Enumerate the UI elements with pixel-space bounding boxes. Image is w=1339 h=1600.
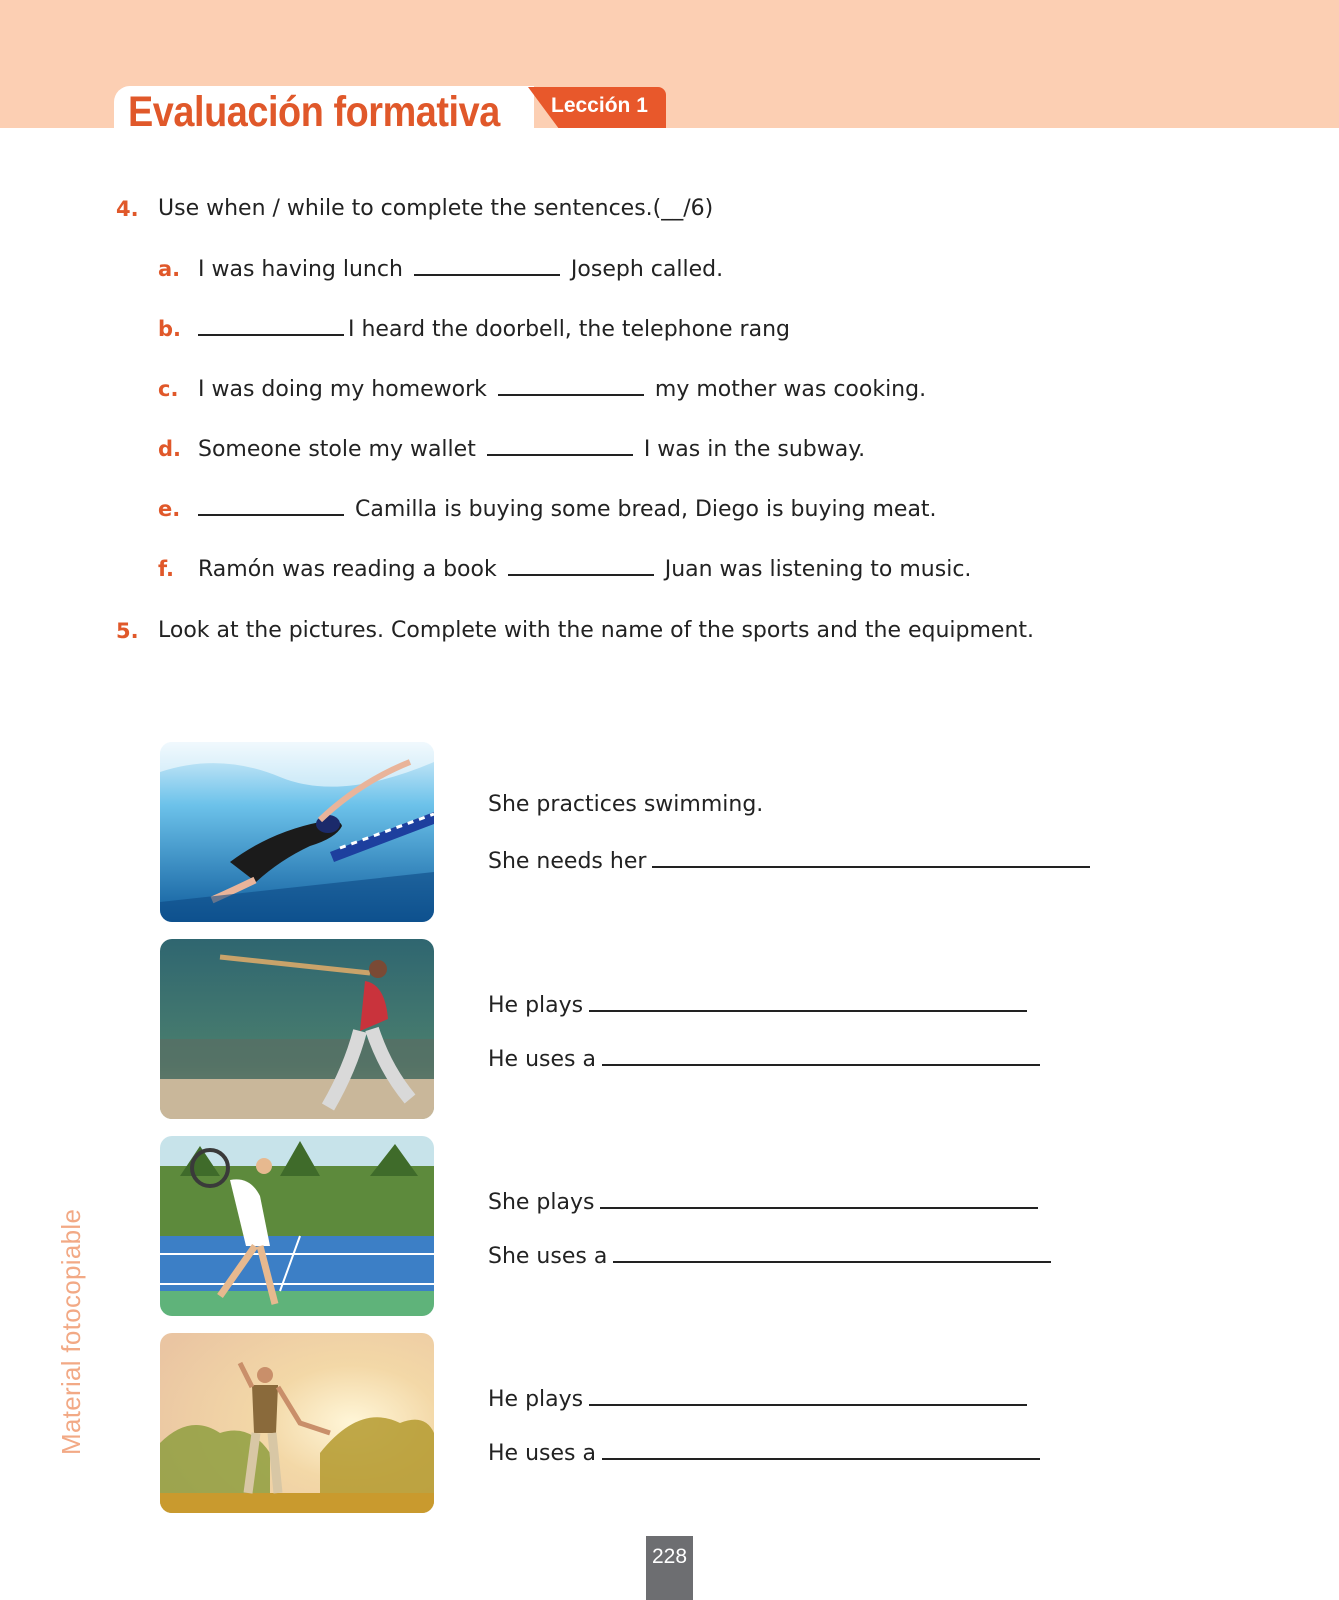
baseball-photo bbox=[160, 939, 434, 1119]
question-4-prompt: Use when / while to complete the sentences.(__/6) bbox=[158, 196, 714, 221]
sentence-a-after: Joseph called. bbox=[570, 257, 724, 282]
sentence-e-after: Camilla is buying some bread, Diego is buying meat. bbox=[355, 497, 937, 522]
swim-line-1: She practices swimming. bbox=[488, 792, 764, 817]
question-4-number: 4. bbox=[116, 197, 139, 221]
answer-blank-tennis-equipment[interactable] bbox=[613, 1239, 1051, 1263]
tennis-photo bbox=[160, 1136, 434, 1316]
baseball-line-1-text: He plays bbox=[488, 993, 584, 1018]
tennis-line-2-text: She uses a bbox=[488, 1244, 608, 1269]
golf-line-1 bbox=[488, 1382, 1027, 1415]
sentence-f-before: Ramón was reading a book bbox=[198, 557, 497, 582]
golf-line-2-text: He uses a bbox=[488, 1441, 596, 1466]
sentence-d-before: Someone stole my wallet bbox=[198, 437, 476, 462]
sentence-c bbox=[198, 374, 926, 405]
sentence-b bbox=[198, 314, 790, 345]
question-5-prompt: Look at the pictures. Complete with the name of the sports and the equipment. bbox=[158, 618, 1035, 643]
sentence-b-after: I heard the doorbell, the telephone rang bbox=[348, 317, 790, 342]
answer-blank-golf-equipment[interactable] bbox=[602, 1436, 1040, 1460]
answer-blank-baseball-sport[interactable] bbox=[589, 988, 1027, 1012]
golf-photo bbox=[160, 1333, 434, 1513]
question-5-number: 5. bbox=[116, 619, 139, 643]
item-letter-e: e. bbox=[158, 497, 181, 521]
answer-blank-a[interactable] bbox=[414, 254, 560, 276]
swim-line-2-text: She needs her bbox=[488, 849, 647, 874]
answer-blank-tennis-sport[interactable] bbox=[600, 1185, 1038, 1209]
item-letter-d: d. bbox=[158, 437, 182, 461]
sentence-a-before: I was having lunch bbox=[198, 257, 403, 282]
answer-blank-e[interactable] bbox=[198, 494, 344, 516]
swimmer-photo bbox=[160, 742, 434, 922]
tennis-line-1-text: She plays bbox=[488, 1190, 595, 1215]
sentence-e bbox=[198, 494, 937, 525]
answer-blank-swim-equipment[interactable] bbox=[652, 844, 1090, 868]
lesson-label: Lección 1 bbox=[551, 94, 648, 117]
answer-blank-d[interactable] bbox=[487, 434, 633, 456]
tennis-line-1 bbox=[488, 1185, 1038, 1218]
page-number: 228 bbox=[651, 1545, 688, 1568]
sentence-f bbox=[198, 554, 971, 585]
photocopiable-label: Material fotocopiable bbox=[56, 1208, 86, 1455]
golf-line-2 bbox=[488, 1436, 1040, 1469]
baseball-line-2 bbox=[488, 1042, 1040, 1075]
item-letter-c: c. bbox=[158, 377, 179, 401]
swim-line-2 bbox=[488, 844, 1090, 877]
answer-blank-c[interactable] bbox=[498, 374, 644, 396]
sentence-f-after: Juan was listening to music. bbox=[664, 557, 972, 582]
baseball-line-2-text: He uses a bbox=[488, 1047, 596, 1072]
golf-line-1-text: He plays bbox=[488, 1387, 584, 1412]
sentence-d-after: I was in the subway. bbox=[643, 437, 866, 462]
answer-blank-f[interactable] bbox=[508, 554, 654, 576]
sentence-c-after: my mother was cooking. bbox=[654, 377, 927, 402]
answer-blank-b[interactable] bbox=[198, 314, 344, 336]
sentence-d bbox=[198, 434, 865, 465]
answer-blank-golf-sport[interactable] bbox=[589, 1382, 1027, 1406]
sentence-a bbox=[198, 254, 723, 285]
item-letter-b: b. bbox=[158, 317, 182, 341]
sentence-c-before: I was doing my homework bbox=[198, 377, 487, 402]
baseball-line-1 bbox=[488, 988, 1027, 1021]
tennis-line-2 bbox=[488, 1239, 1051, 1272]
answer-blank-baseball-equipment[interactable] bbox=[602, 1042, 1040, 1066]
page-title: Evaluación formativa bbox=[128, 88, 500, 136]
item-letter-a: a. bbox=[158, 257, 181, 281]
item-letter-f: f. bbox=[158, 557, 174, 581]
